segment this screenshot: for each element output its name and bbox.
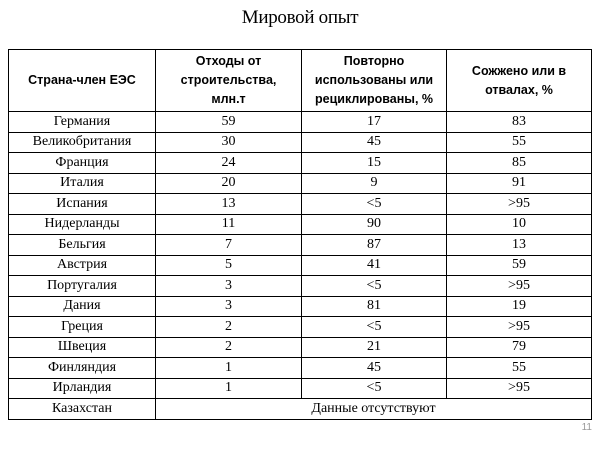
page-number: 11: [581, 422, 592, 433]
table-row: [9, 337, 592, 358]
country-cell: Дания: [9, 296, 156, 317]
burned-cell: 13: [447, 235, 592, 256]
waste-amount-cell: 5: [156, 255, 302, 276]
waste-amount-cell: 20: [156, 173, 302, 194]
burned-cell: >95: [447, 317, 592, 338]
recycled-cell: 81: [302, 296, 447, 317]
header-burned: Сожжено или в отвалах, %: [447, 50, 592, 112]
country-cell: Германия: [9, 112, 156, 133]
table-row: [9, 358, 592, 379]
burned-cell: 10: [447, 214, 592, 235]
country-cell: Франция: [9, 153, 156, 174]
table-row: [9, 296, 592, 317]
table-row: [9, 153, 592, 174]
recycled-cell: 17: [302, 112, 447, 133]
burned-cell: 83: [447, 112, 592, 133]
burned-cell: 79: [447, 337, 592, 358]
waste-amount-cell: 3: [156, 276, 302, 297]
table-body: [9, 112, 592, 420]
waste-table: [8, 49, 592, 420]
burned-cell: >95: [447, 378, 592, 399]
recycled-cell: 45: [302, 132, 447, 153]
country-cell: Испания: [9, 194, 156, 215]
country-cell: Великобритания: [9, 132, 156, 153]
table-row: [9, 255, 592, 276]
recycled-cell: 21: [302, 337, 447, 358]
country-cell: Ирландия: [9, 378, 156, 399]
table-row: [9, 235, 592, 256]
waste-amount-cell: 2: [156, 337, 302, 358]
recycled-cell: 87: [302, 235, 447, 256]
recycled-cell: 45: [302, 358, 447, 379]
burned-cell: >95: [447, 194, 592, 215]
header-waste-amount: Отходы от строительства, млн.т: [156, 50, 302, 112]
recycled-cell: 15: [302, 153, 447, 174]
header-recycled: Повторно использованы или рециклированы, %: [302, 50, 447, 112]
waste-amount-cell: 24: [156, 153, 302, 174]
burned-cell: 55: [447, 358, 592, 379]
slide-title: Мировой опыт: [241, 7, 359, 28]
country-cell: Австрия: [9, 255, 156, 276]
table-row: [9, 132, 592, 153]
no-data-note: Данные отсутствуют: [156, 399, 592, 420]
waste-amount-cell: 2: [156, 317, 302, 338]
country-cell: Нидерланды: [9, 214, 156, 235]
waste-amount-cell: 30: [156, 132, 302, 153]
table-row: [9, 276, 592, 297]
waste-amount-cell: 3: [156, 296, 302, 317]
table-row: [9, 317, 592, 338]
waste-amount-cell: 13: [156, 194, 302, 215]
recycled-cell: 90: [302, 214, 447, 235]
burned-cell: 91: [447, 173, 592, 194]
recycled-cell: 9: [302, 173, 447, 194]
recycled-cell: 41: [302, 255, 447, 276]
header-country: Страна-член ЕЭС: [9, 50, 156, 112]
recycled-cell: <5: [302, 317, 447, 338]
waste-amount-cell: 1: [156, 378, 302, 399]
country-cell: Казахстан: [9, 399, 156, 420]
table-row: [9, 378, 592, 399]
waste-amount-cell: 59: [156, 112, 302, 133]
country-cell: Бельгия: [9, 235, 156, 256]
burned-cell: 59: [447, 255, 592, 276]
table-row-no-data: [9, 399, 592, 420]
waste-amount-cell: 1: [156, 358, 302, 379]
country-cell: Греция: [9, 317, 156, 338]
country-cell: Швеция: [9, 337, 156, 358]
recycled-cell: <5: [302, 194, 447, 215]
waste-amount-cell: 7: [156, 235, 302, 256]
country-cell: Финляндия: [9, 358, 156, 379]
table-row: [9, 112, 592, 133]
recycled-cell: <5: [302, 378, 447, 399]
burned-cell: 85: [447, 153, 592, 174]
table-row: [9, 173, 592, 194]
table-row: [9, 194, 592, 215]
table-row: [9, 214, 592, 235]
waste-amount-cell: 11: [156, 214, 302, 235]
country-cell: Италия: [9, 173, 156, 194]
recycled-cell: <5: [302, 276, 447, 297]
table-header-row: [9, 50, 592, 112]
burned-cell: >95: [447, 276, 592, 297]
burned-cell: 19: [447, 296, 592, 317]
country-cell: Португалия: [9, 276, 156, 297]
burned-cell: 55: [447, 132, 592, 153]
